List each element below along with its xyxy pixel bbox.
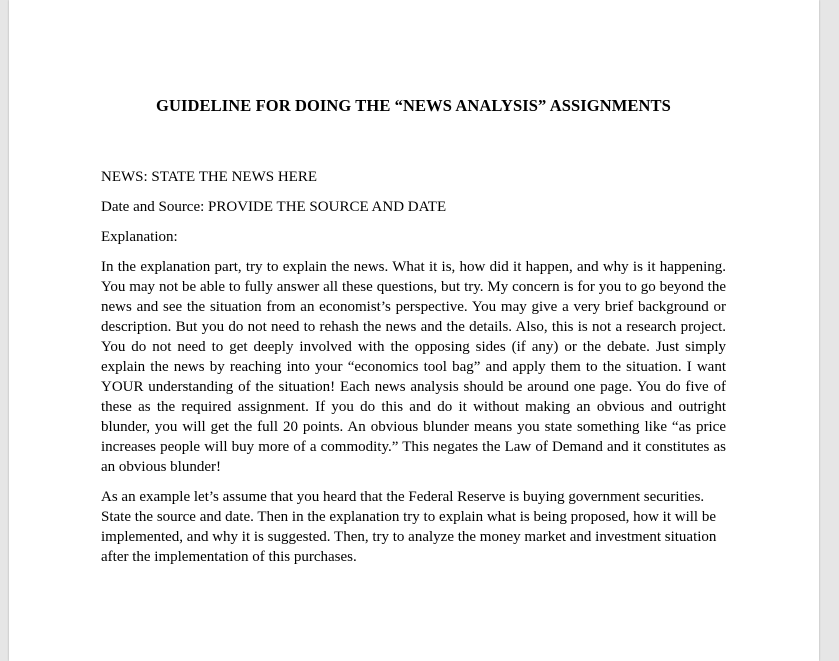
news-line: NEWS: STATE THE NEWS HERE bbox=[101, 169, 318, 185]
explanation-paragraph: In the explanation part, try to explain the news. What it is, how did it happen, and why is it happening. You may not be able to fully answer all these questions, but try. My concern is for you to go beyond the news and see the situation from an economist’s perspective. You may give a very brief background or description. But you do not need to rehash the news and the details. Also, this is not a research project. You do not need to get deeply involved with the opposing sides (if any) or the debate. Just simply explain the news by reaching into your “economics tool bag” and apply them to the situation. I want YOUR understanding of the situation! Each news analysis should be around one page. You do five of these as the required assignment. If you do this and do it without making an obvious and outright blunder, you will get the full 20 points. An obvious blunder means you state something like “as price increases people will buy more of a commodity.” This negates the Law of Demand and it constitutes as an obvious blunder! bbox=[101, 259, 726, 475]
date-source-line: Date and Source: PROVIDE THE SOURCE AND DATE bbox=[101, 199, 447, 215]
explanation-label: Explanation: bbox=[101, 229, 178, 245]
document-title: GUIDELINE FOR DOING THE “NEWS ANALYSIS” ASSIGNMENTS bbox=[156, 96, 671, 115]
document-page[interactable] bbox=[9, 0, 819, 661]
example-paragraph: As an example let’s assume that you heard that the Federal Reserve is buying government securities. State the source and date. Then in the explanation try to explain what is being proposed, how it will be implemented, and why it is suggested. Then, try to analyze the money market and investment situation after the implementation of this purchases. bbox=[101, 489, 717, 565]
document-body bbox=[101, 95, 726, 577]
